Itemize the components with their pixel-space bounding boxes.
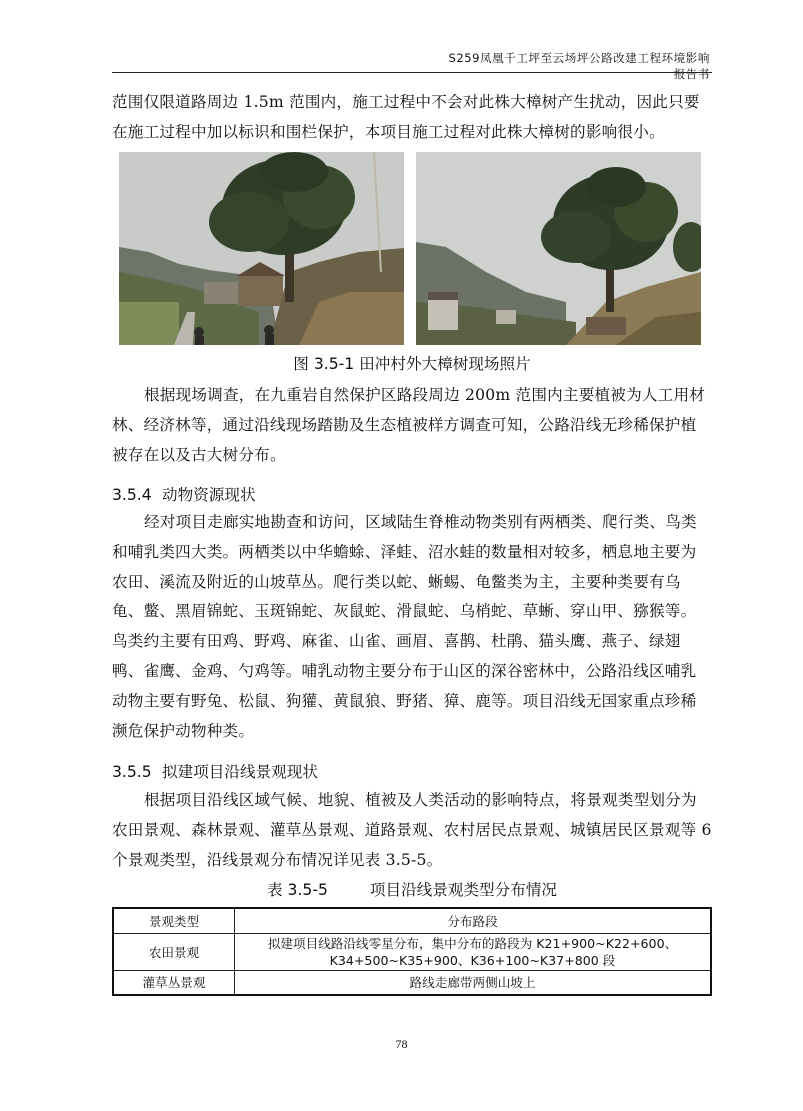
camphor-tree-photo-left xyxy=(119,152,404,345)
table-caption-label: 表 3.5-5 xyxy=(266,881,328,899)
table-caption-text: 项目沿线景观类型分布情况 xyxy=(369,881,558,899)
section-number: 3.5.4 xyxy=(112,486,152,504)
section-title: 拟建项目沿线景观现状 xyxy=(162,763,318,781)
page-number: 78 xyxy=(395,1037,408,1051)
table-cell-distribution xyxy=(235,934,712,971)
table-header-row xyxy=(113,908,711,934)
table-header-cell: 景观类型 xyxy=(113,908,235,934)
document-header: S259凤凰千工坪至云场坪公路改建工程环境影响报告书 xyxy=(448,51,710,81)
table-cell-type: 灌草丛景观 xyxy=(113,971,235,996)
figure-caption-text: 田冲村外大樟树现场照片 xyxy=(359,355,531,373)
table-cell-distribution: 路线走廊带两侧山坡上 xyxy=(235,971,712,996)
vegetation-paragraph: 根据现场调查，在九重岩自然保护区路段周边 200m 范围内主要植被为人工用材林、经济林等，通过沿线现场踏勘及生态植被样方调查可知，公路沿线无珍稀保护植被存在以及古大树分布。 xyxy=(112,386,706,464)
distribution-line: K34+500~K35+900、K36+100~K37+800 段 xyxy=(329,953,616,968)
intro-line-1: 范围仅限道路周边 1.5m 范围内，施工过程中不会对此株大樟树产生扰动，因此只要 xyxy=(112,93,700,111)
animal-paragraph: 经对项目走廊实地勘查和访问，区域陆生脊椎动物类别有两栖类、爬行类、鸟类和哺乳类四大类。两栖类以中华蟾蜍、泽蛙、沼水蛙的数量相对较多，栖息地主要为农田、溪流及附近的山坡草丛。爬行类以蛇、蜥蜴、龟鳖类为主，主要种类要有乌龟、鳖、黑眉锦蛇、玉斑锦蛇、灰鼠蛇、滑鼠蛇、乌梢蛇、草蜥、穿山甲、猕猴等。鸟类约主要有田鸡、野鸡、麻雀、山雀、画眉、喜鹊、杜鹃、猫头鹰、燕子、绿翅鸭、雀鹰、金鸡、勺鸡等。哺乳动物主要分布于山区的深谷密林中，公路沿线区哺乳动物主要有野兔、松鼠、狗獾、黄鼠狼、野猪、獐、鹿等。项目沿线无国家重点珍稀濒危保护动物种类。 xyxy=(112,513,697,740)
table-row xyxy=(113,934,711,971)
distribution-line: 拟建项目线路沿线零星分布，集中分布的路段为 K21+900~K22+600、 xyxy=(267,936,678,951)
table-caption xyxy=(112,878,712,900)
section-heading-3-5-5 xyxy=(112,760,318,782)
camphor-tree-photo-right xyxy=(416,152,701,345)
landscape-paragraph: 根据项目沿线区域气候、地貌、植被及人类活动的影响特点，将景观类型划分为农田景观、森林景观、灌草丛景观、道路景观、农村居民点景观、城镇居民区景观等 6 个景观类型，沿线景观分布情况详见表 3.5-5。 xyxy=(112,791,712,869)
table-row xyxy=(113,971,711,996)
table-cell-type: 农田景观 xyxy=(113,934,235,971)
section-heading-3-5-4 xyxy=(112,483,256,505)
header-rule xyxy=(112,72,712,73)
figure-caption-label: 图 3.5-1 xyxy=(293,355,355,373)
intro-line-2: 在施工过程中加以标识和围栏保护，本项目施工过程对此株大樟树的影响很小。 xyxy=(112,123,665,141)
section-number: 3.5.5 xyxy=(112,763,152,781)
table-header-cell: 分布路段 xyxy=(235,908,712,934)
landscape-type-table xyxy=(112,907,712,996)
figure-caption xyxy=(112,352,712,374)
section-title: 动物资源现状 xyxy=(162,486,256,504)
